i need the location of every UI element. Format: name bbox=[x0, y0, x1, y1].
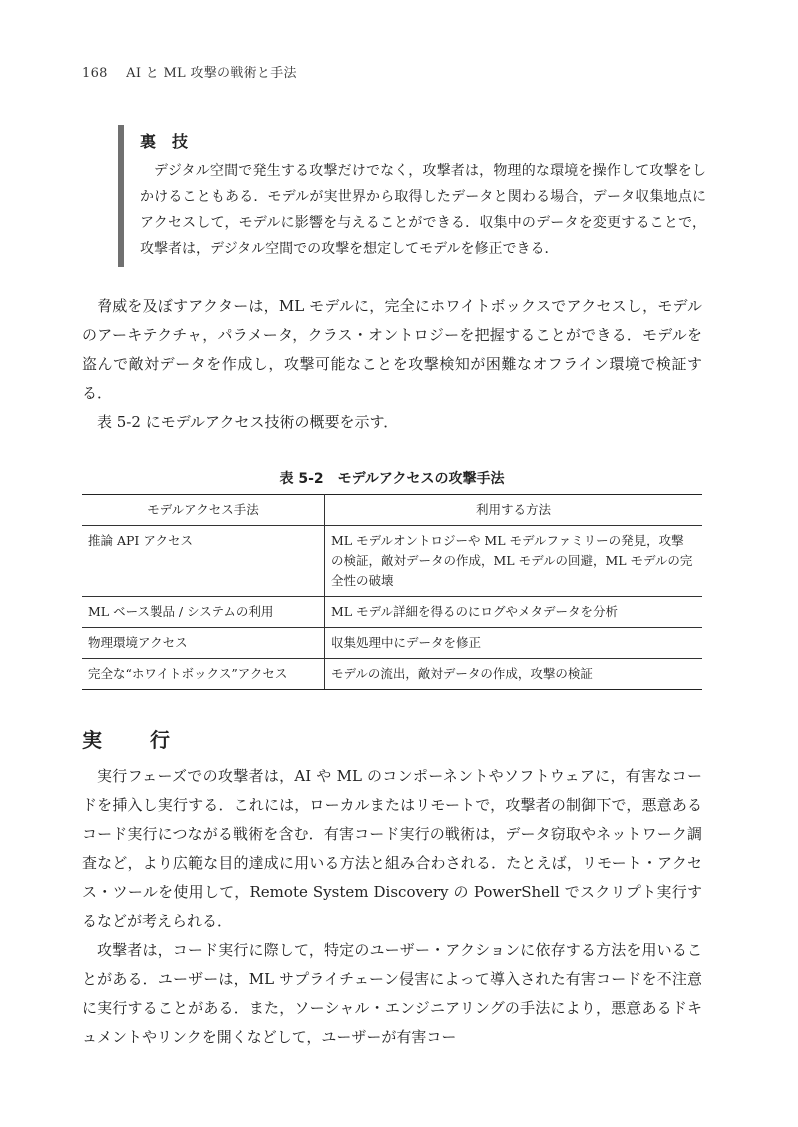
body-paragraph: 表 5-2 にモデルアクセス技術の概要を示す． bbox=[97, 413, 399, 431]
table-cell: 収集処理中にデータを修正 bbox=[325, 628, 703, 659]
table-cell: 完全な“ホワイトボックス”アクセス bbox=[82, 659, 325, 690]
table-cell: 推論 API アクセス bbox=[82, 526, 325, 597]
tip-box bbox=[118, 125, 706, 267]
page-number: 168 bbox=[82, 66, 108, 81]
table-row bbox=[82, 526, 702, 597]
table-row bbox=[82, 628, 702, 659]
tip-title: 裏技 bbox=[140, 132, 205, 151]
table-cell: モデルの流出，敵対データの作成，攻撃の検証 bbox=[325, 659, 703, 690]
table-row bbox=[82, 597, 702, 628]
table-cell: ML モデル詳細を得るのにログやメタデータを分析 bbox=[325, 597, 703, 628]
running-header bbox=[82, 62, 297, 81]
model-access-table bbox=[82, 494, 702, 690]
section-paragraph: 攻撃者は，コード実行に際して，特定のユーザー・アクションに依存する方法を用いることがある．ユーザーは，ML サプライチェーン侵害によって導入された有害コードを不注意に実行することがある．また，ソーシャル・エンジニアリングの手法により，悪意あるドキュメントやリンクを開くなどして，ユーザーが有害コー bbox=[82, 941, 702, 1046]
section-paragraph: 実行フェーズでの攻撃者は，AI や ML のコンポーネントやソフトウェアに，有害なコードを挿入し実行する．これには，ローカルまたはリモートで，攻撃者の制御下で，悪意あるコード実行につながる戦術を含む．有害コード実行の戦術は，データ窃取やネットワーク調査など，より広範な目的達成に用いる方法と組み合わされる．たとえば，リモート・アクセス・ツールを使用して，Remote System Discovery の PowerShell でスクリプト実行するなどが考えられる． bbox=[82, 767, 702, 930]
table-cell: 物理環境アクセス bbox=[82, 628, 325, 659]
table-cell: ML モデルオントロジーや ML モデルファミリーの発見，攻撃の検証，敵対データの作成，ML モデルの回避，ML モデルの完全性の破壊 bbox=[325, 526, 703, 597]
tip-body: デジタル空間で発生する攻撃だけでなく，攻撃者は，物理的な環境を操作して攻撃をしかけることもある．モデルが実世界から取得したデータと関わる場合，データ収集地点にアクセスして，モデルに影響を与えることができる．収集中のデータを変更することで，攻撃者は，デジタル空間での攻撃を想定してモデルを修正できる． bbox=[140, 163, 706, 257]
table-cell: ML ベース製品 / システムの利用 bbox=[82, 597, 325, 628]
column-header: 利用する方法 bbox=[325, 495, 703, 526]
book-title: AI と ML 攻撃の戦術と手法 bbox=[126, 66, 297, 81]
column-header: モデルアクセス手法 bbox=[82, 495, 325, 526]
section-heading: 実行 bbox=[82, 728, 218, 752]
table-caption: 表 5-2 モデルアクセスの攻撃手法 bbox=[279, 471, 505, 487]
table-header-row bbox=[82, 495, 702, 526]
body-paragraph: 脅威を及ぼすアクターは，ML モデルに，完全にホワイトボックスでアクセスし，モデルのアーキテクチャ，パラメータ，クラス・オントロジーを把握することができる．モデルを盗んで敵対データを作成し，攻撃可能なことを攻撃検知が困難なオフライン環境で検証する． bbox=[82, 297, 702, 402]
table-row bbox=[82, 659, 702, 690]
